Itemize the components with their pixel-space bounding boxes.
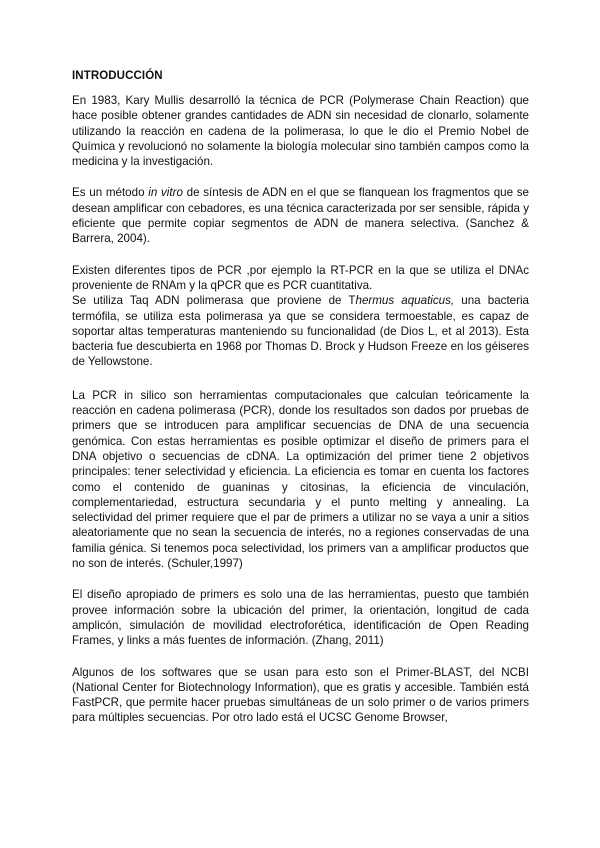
italic-species-name: hermus aquaticus,: [355, 294, 455, 308]
paragraph-in-vitro: [72, 185, 529, 246]
paragraph-taq-polymerase: [72, 293, 529, 369]
paragraph-pcr-history: En 1983, Kary Mullis desarrolló la técnica de PCR (Polymerase Chain Reaction) que hace posible obtener grandes cantidades de ADN sin necesidad de clonarlo, solamente utilizando la reacción en cadena de la polimerasa, lo que le dio el Premio Nobel de Química y revolucionó no solamente la biología molecular sino también campos como la medicina y la investigación.: [72, 94, 529, 169]
paragraph-in-vitro-text-end: de síntesis de ADN en el que se flanquean los fragmentos que se desean amplificar con cebadores, es una técnica caracterizada por ser sensible, rápida y eficiente que permite copiar segmentos de ADN de manera selectiva. (Sanchez & Barrera, 2004).: [72, 186, 530, 246]
italic-in-vitro: in vitro: [148, 186, 183, 200]
paragraph-pcr-types: Existen diferentes tipos de PCR ,por ejemplo la RT-PCR en la que se utiliza el DNAc proveniente de RNAm y la qPCR que es PCR cuantitativa.: [72, 263, 529, 292]
paragraph-in-vitro-text-start: Es un método: [72, 186, 149, 200]
paragraph-taq-text-start: Se utiliza Taq ADN polimerasa que proviene de T: [72, 294, 356, 308]
section-heading: INTRODUCCIÓN: [72, 70, 163, 82]
paragraph-primer-design: El diseño apropiado de primers es solo una de las herramientas, puesto que también provee información sobre la ubicación del primer, la orientación, longitud de cada amplicón, simulación de movilidad electroforética, identificación de Open Reading Frames, y links a más fuentes de información. (Zhang, 2011): [72, 588, 529, 648]
paragraph-pcr-in-silico: La PCR in silico son herramientas computacionales que calculan teóricamente la reacción en cadena polimerasa (PCR), donde los resultados son dados por pruebas de primers que se introducen para amplificar secuencias de DNA de una secuencia genómica. Con estas herramientas es posible optimizar el diseño de primers para el DNA objetivo o secuencias de cDNA. La optimización del primer tiene 2 objetivos principales: tener selectividad y eficiencia. La eficiencia es tomar en cuenta los factores como el contenido de guaninas y citosinas, la eficiencia de vinculación, complementariedad, estructura secundaria y el punto melting y annealing. La selectividad del primer requiere que el par de primers a utilizar no se vaya a unir a sitios aleatoriamente que no sean la secuencia de interés, no a regiones conservadas de una familia génica. Si tenemos poca selectividad, los primers van a amplificar productos que no son de interés. (Schuler,1997): [72, 388, 529, 571]
paragraph-taq-text-end: una bacteria termófila, se utiliza esta polimerasa ya que se considera termoestable, es capaz de soportar altas temperaturas manteniendo su funcionalidad (de Dios L, et al 2013). Esta bacteria fue descubierta en 1968 por Thomas D. Brock y Hudson Freeze en los géiseres de Yellowstone.: [72, 294, 530, 369]
paragraph-software: Algunos de los softwares que se usan para esto son el Primer-BLAST, del NCBI (National Center for Biotechnology Information), que es gratis y accesible. También está FastPCR, que permite hacer pruebas simultáneas de un solo primer o de varios primers para múltiples secuencias. Por otro lado está el UCSC Genome Browser,: [72, 665, 529, 725]
